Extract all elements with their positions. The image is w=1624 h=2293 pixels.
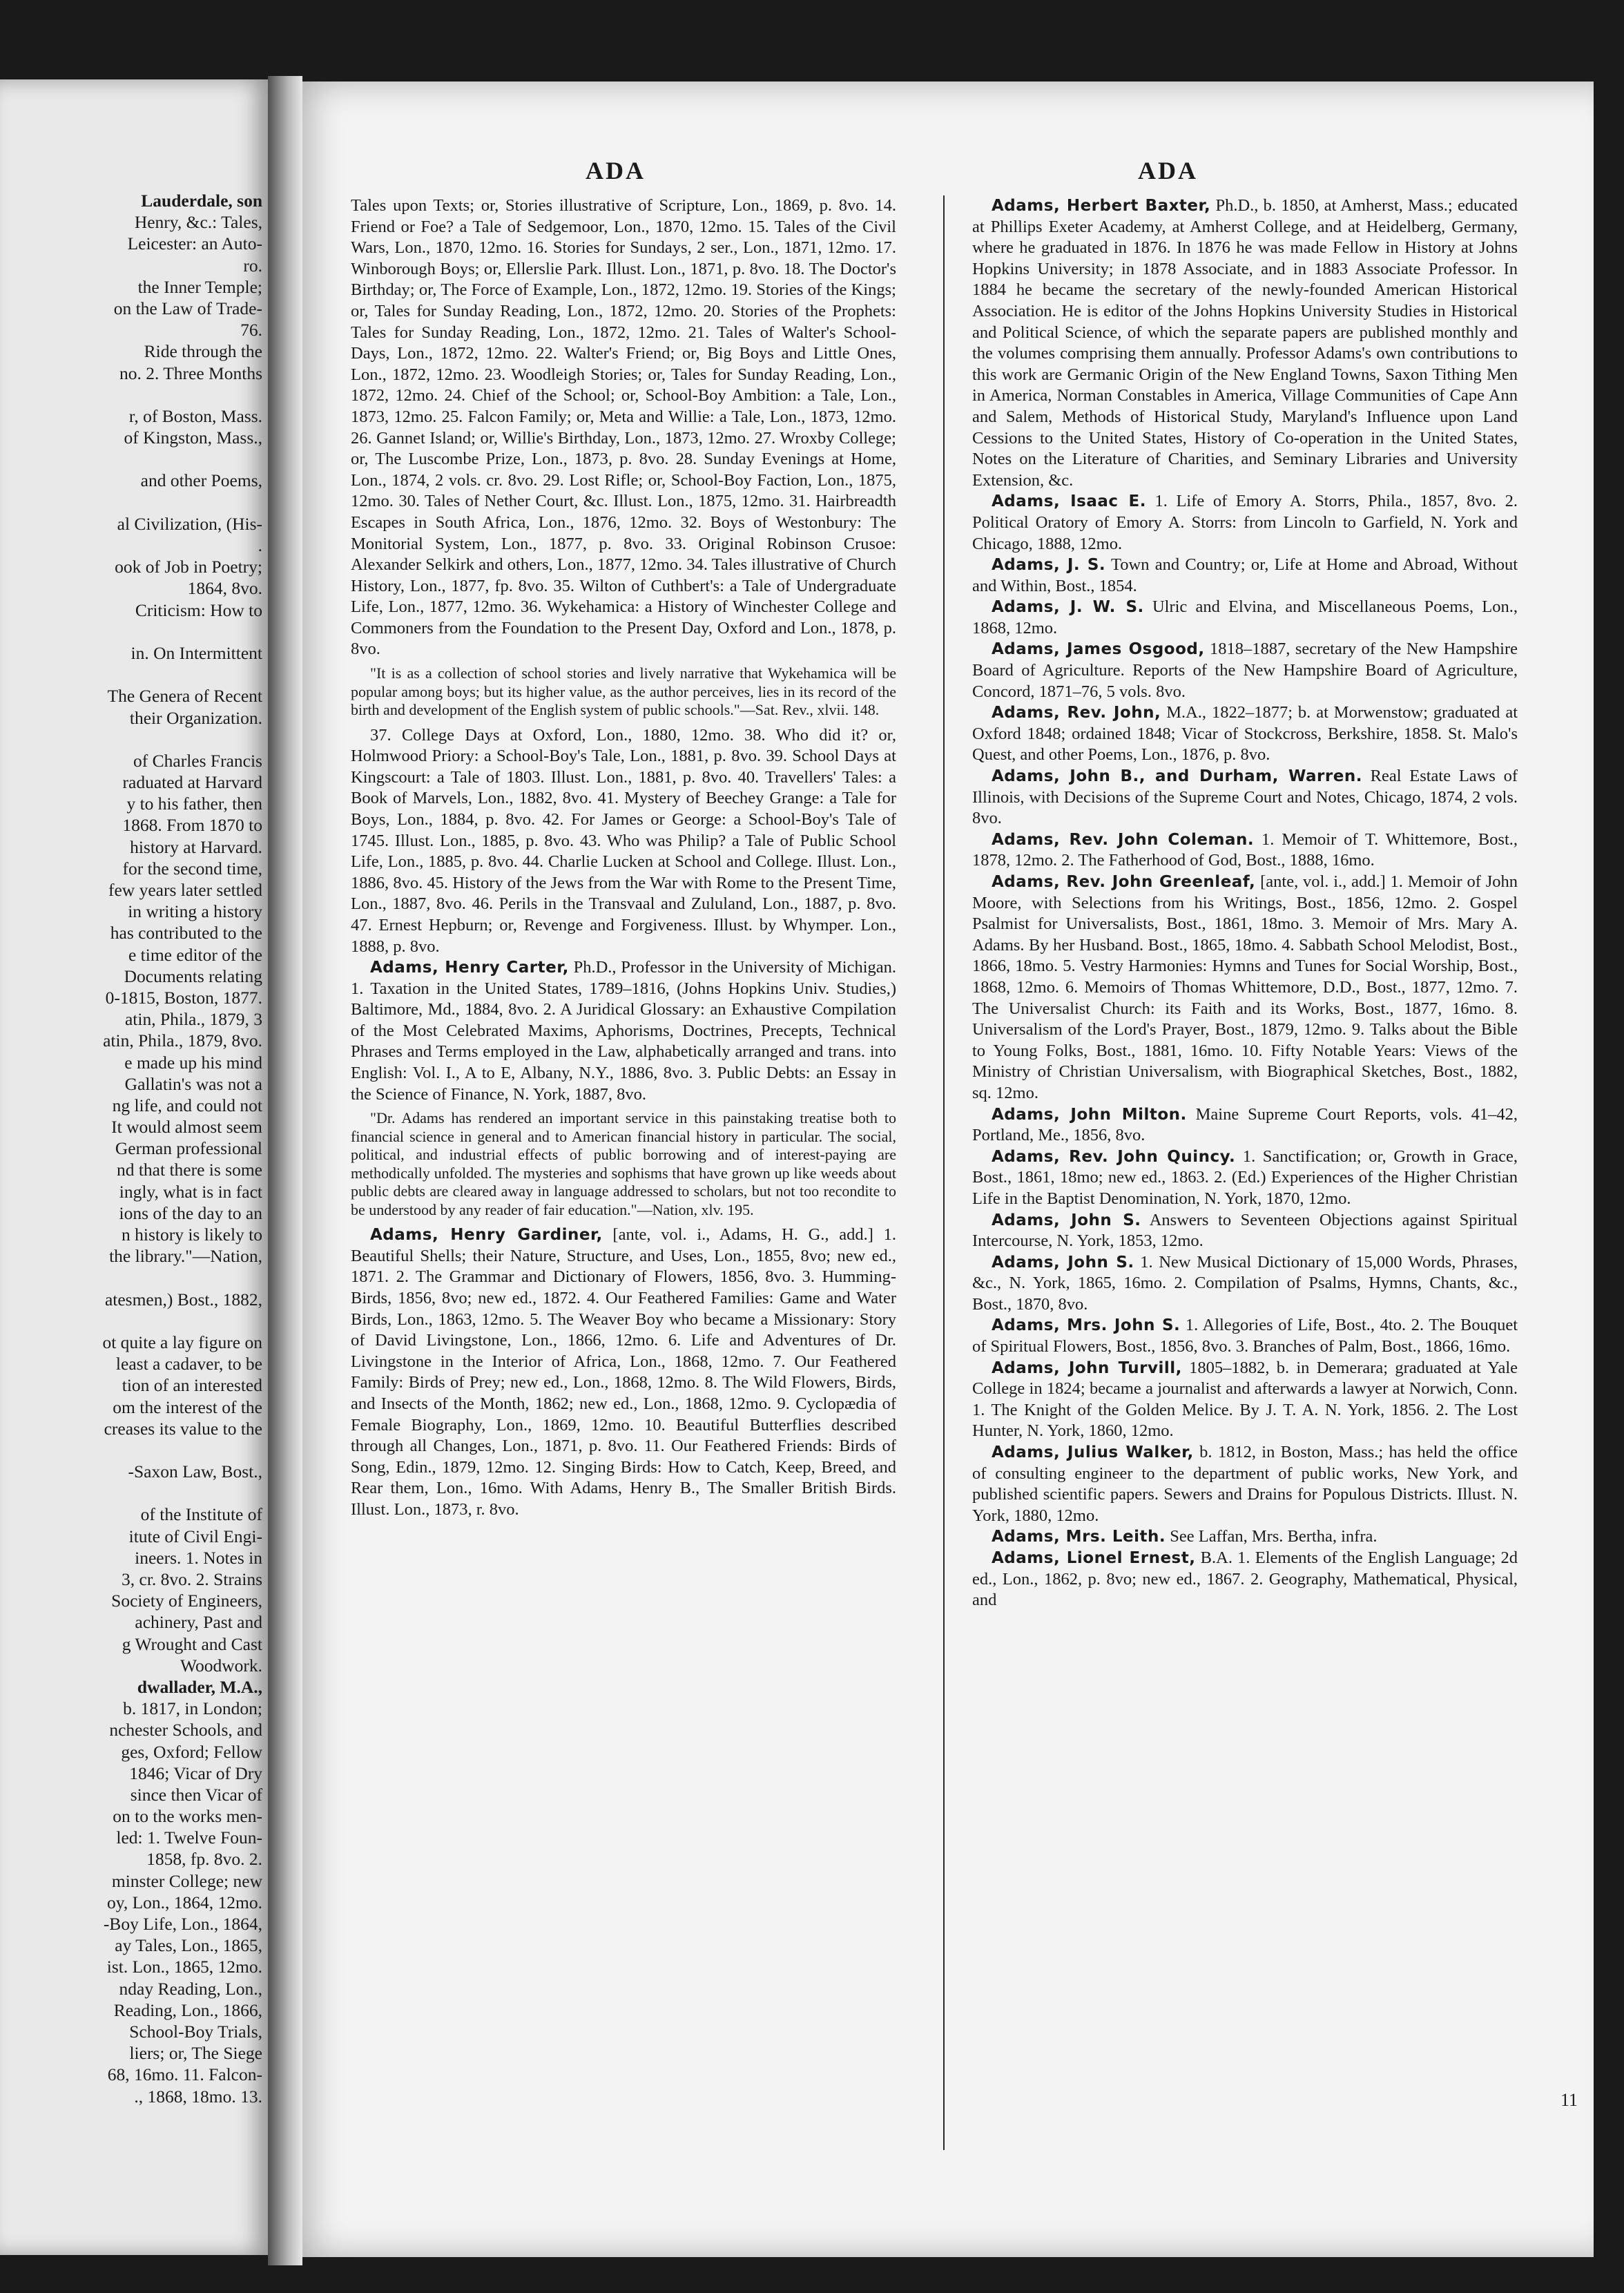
right-column-entry [972, 1548, 1518, 1611]
facing-page-line: Documents relating [124, 966, 262, 986]
entry-heading: Adams, Rev. John Quincy. [992, 1147, 1236, 1166]
left-column-paragraph: 37. College Days at Oxford, Lon., 1880, 12mo. 38. Who did it? or, Holmwood Priory: a School-Boy's Tale, Lon., 1881, p. 8vo. 39. School Days at Kingscourt: a Tale of 1803. Illust. Lon., 1881, p. 8vo. 40. Travellers' Tales: a Book of Marvels, Lon., 1882, 8vo. 41. Mystery of Beechey Grange: a Tale for Boys, Lon., 1884, p. 8vo. 42. For James or George: a School-Boy's Tale of 1745. Illust. Lon., 1885, p. 8vo. 43. Who was Philip? a Tale of Public School Life, Lon., 1885, p. 8vo. 44. Charlie Lucken at School and College. Illust. Lon., 1886, 8vo. 45. History of the Jews from the War with Rome to the Present Time, Lon., 1887, 8vo. 46. Perils in the Transvaal and Zululand, Lon., 1887, p. 8vo. 47. Ernest Hepburn; or, Revenge and Forgiveness. Illust. by Whymper. Lon., 1888, p. 8vo. [351, 725, 896, 956]
facing-page-line: Ride through the [144, 341, 262, 362]
entry-text: M.A., 1822–1877; b. at Morwenstow; graduated at Oxford 1848; ordained 1848; Vicar of Stockcross, Berkshire, 1858. St. Malo's Quest, and other Poems, Lon., 1876, p. 8vo. [972, 703, 1518, 765]
right-column-entry [972, 195, 1518, 491]
entry-text: 1. Allegories of Life, Bost., 4to. 2. The Bouquet of Spiritual Flowers, Bost., 1856, 8vo. 3. Branches of Palm, Bost., 1866, 16mo. [972, 1316, 1518, 1356]
facing-page-line: Reading, Lon., 1866, [113, 1999, 262, 2020]
page-number: 11 [1560, 2090, 1578, 2110]
facing-page-line: the library."—Nation, [109, 1246, 262, 1267]
facing-page-line: g Wrought and Cast [122, 1633, 262, 1654]
entry-text: Answers to Seventeen Objections against Spiritual Intercourse, N. York, 1853, 12mo. [972, 1210, 1518, 1251]
facing-page-line: Woodwork. [180, 1655, 262, 1676]
facing-page-line: 1846; Vicar of Dry [129, 1763, 262, 1783]
entry-heading: Adams, Mrs. Leith. [992, 1528, 1166, 1546]
right-column-entry [972, 1104, 1518, 1146]
facing-page-line: Criticism: How to [135, 599, 262, 620]
facing-page-line: ro. [243, 255, 262, 276]
facing-page-line: School-Boy Trials, [129, 2021, 262, 2042]
entry-heading: Adams, James Osgood, [992, 640, 1205, 659]
facing-page-line: n history is likely to [122, 1225, 262, 1245]
right-column-entry [972, 1358, 1518, 1442]
entry-heading: Adams, Rev. John Coleman. [992, 830, 1255, 849]
entry-text: See Laffan, Mrs. Bertha, infra. [1166, 1527, 1378, 1546]
facing-page-line: and other Poems, [140, 470, 262, 491]
facing-page-line: b. 1817, in London; [123, 1698, 262, 1719]
facing-page-line: ingly, what is in fact [119, 1181, 262, 1202]
facing-page-line: of Charles Francis [133, 750, 262, 771]
right-column-entry [972, 1315, 1518, 1357]
facing-page-line: achinery, Past and [135, 1612, 262, 1633]
entry-heading: Adams, Isaac E. [992, 492, 1146, 511]
entry-heading: Adams, John Turvill, [992, 1359, 1182, 1377]
facing-page-line: 68, 16mo. 11. Falcon- [107, 2064, 262, 2085]
facing-page-line: liers; or, The Siege [129, 2043, 262, 2064]
right-column-entry [972, 766, 1518, 829]
right-column-entry [972, 597, 1518, 639]
facing-page-line: ions of the day to an [119, 1202, 262, 1223]
facing-page-line: led: 1. Twelve Foun- [116, 1827, 262, 1848]
facing-page-line: atesmen,) Bost., 1882, [104, 1289, 262, 1309]
facing-page-line: It would almost seem [111, 1117, 262, 1138]
entry-heading: Adams, Rev. John Greenleaf, [992, 873, 1256, 891]
entry-text: Town and Country; or, Life at Home and Abroad, Without and Within, Bost., 1854. [972, 555, 1518, 595]
facing-page-line: al Civilization, (His- [117, 513, 262, 534]
entry-heading: Adams, John B., and Durham, Warren. [992, 767, 1362, 786]
facing-page-line: e time editor of the [128, 944, 262, 965]
review-quote: "It is as a collection of school stories and lively narrative that Wykehamica will be popular among boys; but its higher value, as the author perceives, lies in its record of the birth and development of the English system of public schools."—Sat. Rev., xlvii. 148. [351, 664, 896, 719]
facing-page-line [0, 1439, 262, 1461]
facing-page-line: Lauderdale, son [141, 191, 262, 211]
entry-heading: Adams, Rev. John, [992, 704, 1161, 722]
facing-page-line: 1868. From 1870 to [122, 815, 262, 836]
entry-heading: Adams, Herbert Baxter, [992, 197, 1211, 215]
facing-page-line: 76. [240, 320, 262, 340]
facing-page-line: r, of Boston, Mass. [128, 405, 262, 426]
entry-text: 1. Sanctification; or, Growth in Grace, Bost., 1861, 18mo; new ed., 1863. 2. (Ed.) Experiences of the Higher Christian Life in the Baptist Denomination, N. York, 1870, 12mo. [972, 1146, 1518, 1208]
facing-page-line: Gallatin's was not a [124, 1073, 262, 1094]
entry-text: Maine Supreme Court Reports, vols. 41–42, Portland, Me., 1856, 8vo. [972, 1104, 1518, 1145]
facing-page-line: The Genera of Recent [107, 686, 262, 707]
document-page [282, 81, 1594, 2257]
facing-page-line: Leicester: an Auto- [127, 233, 262, 254]
facing-page [0, 79, 269, 2255]
facing-page-line: ., 1868, 18mo. 13. [134, 2086, 262, 2107]
right-column-entry [972, 1146, 1518, 1210]
running-header-right: ADA [1138, 157, 1198, 184]
facing-page-line: ng life, and could not [112, 1095, 262, 1115]
entry-heading: Adams, John S. [992, 1253, 1134, 1272]
facing-page-line [0, 1310, 262, 1332]
right-column-entry [972, 1210, 1518, 1252]
entry-text: b. 1812, in Boston, Mass.; has held the office of consulting engineer to the department of public works, New York, and published scientific papers. Sewers and Drains for Populous Districts. Illust. N. York, 1880, 12mo. [972, 1443, 1518, 1525]
entry-heading: Adams, John S. [992, 1211, 1141, 1229]
right-column-entry [972, 639, 1518, 702]
facing-page-line: German professional [115, 1138, 262, 1159]
entry-heading: Adams, Mrs. John S. [992, 1316, 1181, 1335]
facing-page-line [0, 621, 262, 642]
facing-page-line: ineers. 1. Notes in [135, 1547, 262, 1568]
facing-page-line: of Kingston, Mass., [124, 428, 262, 448]
entry-heading: Adams, Henry Carter, [370, 959, 569, 977]
facing-page-line: e made up his mind [124, 1052, 262, 1073]
facing-page-line: oy, Lon., 1864, 12mo. [106, 1892, 262, 1912]
entry-text: Ph.D., Professor in the University of Michigan. 1. Taxation in the United States, 1789–1816, (Johns Hopkins Univ. Studies,) Baltimore, Md., 1884, 8vo. 2. A Juridical Glossary: an Exhaustive Compilation of the Most Celebrated Maxims, Aphorisms, Doctrines, Precepts, Technical Phrases and Terms employed in the Law, alphabetically arranged and trans. into English: Vol. I., A to E, Albany, N.Y., 1886, 8vo. 3. Public Debts: an Essay in the Science of Finance, N. York, 1887, 8vo. [351, 958, 896, 1104]
facing-page-line [0, 448, 262, 470]
facing-page-line: since then Vicar of [130, 1784, 262, 1805]
facing-page-line: Henry, &c.: Tales, [134, 212, 262, 233]
facing-page-line: few years later settled [108, 880, 262, 900]
entry-heading: Adams, Julius Walker, [992, 1443, 1194, 1462]
entry-text: Real Estate Laws of Illinois, with Decisions of the Supreme Court and Notes, Chicago, 1874, 2 vols. 8vo. [972, 767, 1518, 828]
column-rule [943, 195, 945, 2150]
facing-page-line [0, 664, 262, 685]
entry-heading: Adams, J. S. [992, 556, 1106, 575]
left-column-entry [351, 1225, 896, 1520]
facing-page-line: om the interest of the [113, 1397, 262, 1417]
entry-text: 1818–1887, secretary of the New Hampshire Board of Agriculture. Reports of the New Hampshire Board of Agriculture, Concord, 1871–76, 5 vols. 8vo. [972, 640, 1518, 701]
facing-page-line: ay Tales, Lon., 1865, [115, 1935, 262, 1956]
book-gutter [268, 76, 302, 2265]
facing-page-line [0, 1482, 262, 1504]
facing-page-line: 1858, fp. 8vo. 2. [146, 1849, 262, 1870]
right-column-entry [972, 555, 1518, 597]
facing-page-line: in writing a history [128, 901, 262, 922]
facing-page-line: nday Reading, Lon., [119, 1978, 262, 1999]
facing-page-line: has contributed to the [110, 923, 262, 943]
facing-page-line [0, 1267, 262, 1288]
facing-page-line: history at Harvard. [130, 836, 262, 857]
facing-page-line: 3, cr. 8vo. 2. Strains [122, 1569, 262, 1589]
text-column-left [351, 195, 896, 1521]
facing-page-line: minster College; new [111, 1870, 262, 1891]
facing-page-line: 1864, 8vo. [187, 578, 262, 599]
facing-page-line: 0-1815, Boston, 1877. [105, 987, 262, 1008]
entry-heading: Adams, J. W. S. [992, 598, 1144, 617]
facing-page-line: creases its value to the [104, 1418, 262, 1439]
facing-page-line: least a cadaver, to be [115, 1354, 262, 1374]
entry-text: [ante, vol. i., add.] 1. Memoir of John Moore, with Selections from his Writings, Bost., 1856, 12mo. 2. Gospel Psalmist for Universalists, Bost., 1861, 18mo. 3. Memoir of Mrs. Mary A. Adams. By her Husband. Bost., 1865, 18mo. 4. Sabbath School Melodist, Bost., 1866, 18mo. 5. Vestry Harmonies: Hymns and Tunes for Social Worship, Bost., 1868, 12mo. 6. Memoirs of Thomas Whittemore, D.D., Bost., 1877, 12mo. 7. The Universalist Church: its Faith and its Works, Bost., 1877, 16mo. 8. Universalism of the Lord's Prayer, Bost., 1879, 12mo. 9. Talks about the Bible to Young Folks, Bost., 1881, 16mo. 10. Fifty Notable Years: Views of the Ministry of Christian Universalism, with Biographical Sketches, Bost., 1882, sq. 12mo. [972, 872, 1518, 1102]
right-column-entry [972, 702, 1518, 766]
facing-page-line: nd that there is some [116, 1160, 262, 1180]
facing-page-line: of the Institute of [140, 1504, 262, 1525]
facing-page-line: their Organization. [129, 707, 262, 728]
facing-page-line: the Inner Temple; [137, 276, 262, 297]
facing-page-line: for the second time, [122, 858, 262, 879]
right-column-entry [972, 829, 1518, 872]
facing-page-line: ist. Lon., 1865, 12mo. [106, 1957, 262, 1977]
facing-page-line: in. On Intermittent [130, 642, 262, 663]
facing-page-line: ot quite a lay figure on [102, 1332, 262, 1352]
text-column-right [972, 195, 1518, 1611]
review-quote: "Dr. Adams has rendered an important service in this painstaking treatise both to financial science in general and to American financial history in particular. The social, political, and industrial effects of public borrowing and of interest-paying are methodically unfolded. The mysteries and sophisms that have grown up like weeds about public debts are cleared away in language addressed to scholars, but not too recondite to be understood by any reader of fair education."—Nation, xlv. 195. [351, 1109, 896, 1218]
facing-page-line [0, 492, 262, 513]
left-column-paragraph: Tales upon Texts; or, Stories illustrative of Scripture, Lon., 1869, p. 8vo. 14. Friend or Foe? a Tale of Sedgemoor, Lon., 1870, 12mo. 15. Tales of the Civil Wars, Lon., 1870, 12mo. 16. Stories for Sundays, 2 ser., Lon., 1871, 12mo. 17. Winborough Boys; or, Ellerslie Park. Illust. Lon., 1871, p. 8vo. 18. The Doctor's Birthday; or, The Force of Example, Lon., 1872, 12mo. 19. Stories of the Kings; or, Tales for Sunday Reading, Lon., 1872, 12mo. 20. Stories of the Prophets: Tales for Sunday Reading, Lon., 1872, 12mo. 21. Tales of Walter's School-Days, Lon., 1872, 12mo. 22. Walter's Friend; or, Big Boys and Little Ones, Lon., 1872, 12mo. 23. Woodleigh Stories; or, Tales for Sunday Reading, Lon., 1872, 12mo. 24. Chief of the School; or, School-Boy Ambition: a Tale, Lon., 1873, 12mo. 25. Falcon Family; or, Meta and Willie: a Tale, Lon., 1873, 12mo. 26. Gannet Island; or, Willie's Birthday, Lon., 1873, 12mo. 27. Wroxby College; or, The Luscombe Prize, Lon., 1873, p. 8vo. 28. Sunday Evenings at Home, Lon., 1874, 2 vols. cr. 8vo. 29. Lost Rifle; or, School-Boy Faction, Lon., 1875, 12mo. 30. Tales of Nether Court, &c. Illust. Lon., 1875, 12mo. 31. Hairbreadth Escapes in South Africa, Lon., 1876, 12mo. 32. Boys of Westonbury: The Monitorial System, Lon., 1877, p. 8vo. 33. Original Robinson Crusoe: Alexander Selkirk and others, Lon., 1877, 12mo. 34. Tales illustrative of Church History, Lon., 1877, fp. 8vo. 35. Wilton of Cuthbert's: a Tale of Undergraduate Life, Lon., 1877, 12mo. 36. Wykehamica: a History of Winchester College and Commoners from the Foundation to the Present Day, Oxford and Lon., 1878, p. 8vo. [351, 196, 896, 659]
entry-text: 1. Life of Emory A. Storrs, Phila., 1857, 8vo. 2. Political Oratory of Emory A. Storrs: from Lincoln to Garfield, N. York and Chicago, 1888, 12mo. [972, 492, 1518, 553]
facing-page-line: Society of Engineers, [111, 1591, 262, 1611]
entry-text: Ulric and Elvina, and Miscellaneous Poems, Lon., 1868, 12mo. [972, 597, 1518, 637]
entry-heading: Adams, Henry Gardiner, [370, 1226, 603, 1245]
right-column-entry [972, 1252, 1518, 1316]
entry-text: [ante, vol. i., Adams, H. G., add.] 1. Beautiful Shells; their Nature, Structure, and Uses, Lon., 1855, 8vo; new ed., 1871. 2. The Grammar and Dictionary of Flowers, 1856, 8vo. 3. Humming-Birds, 1856, 8vo; new ed., 1872. 4. Our Feathered Families: Game and Water Birds, Lon., 1863, 12mo. 5. The Weaver Boy who became a Missionary: Story of David Livingstone, Lon., 1866, 12mo. 6. Life and Adventures of Dr. Livingstone in the Interior of Africa, Lon., 1868, 12mo. 7. Our Feathered Family: Birds of Prey; new ed., Lon., 1868, 12mo. 8. The Wild Flowers, Birds, and Insects of the Month, 1862; new ed., Lon., 1868, 12mo. 9. Cyclopædia of Female Biography, Lon., 1869, 12mo. 10. Beautiful Butterflies described through all Changes, Lon., 1871, p. 8vo. 11. Our Feathered Friends: Birds of Song, Edin., 1879, 12mo. 12. Singing Birds: How to Catch, Keep, Breed, and Rear them, Lon., 16mo. With Adams, Henry B., The Smaller British Birds. Illust. Lon., 1873, r. 8vo. [351, 1225, 896, 1519]
facing-page-line: tion of an interested [122, 1375, 262, 1396]
entry-text: B.A. 1. Elements of the English Language; 2d ed., Lon., 1862, p. 8vo; new ed., 1867. 2. Geography, Mathematical, Physical, and [972, 1548, 1518, 1610]
facing-page-line: on to the works men- [113, 1806, 262, 1827]
left-column-entry [351, 957, 896, 1105]
entry-heading: Adams, Lionel Ernest, [992, 1549, 1196, 1567]
facing-page-line [0, 729, 262, 750]
entry-text: 1. New Musical Dictionary of 15,000 Words, Phrases, &c., N. York, 1865, 16mo. 2. Compilation of Psalms, Hymns, Chants, &c., Bost., 1870, 8vo. [972, 1252, 1518, 1314]
entry-text: Ph.D., b. 1850, at Amherst, Mass.; educated at Phillips Exeter Academy, at Amherst College, and at Heidelberg, Germany, where he graduated in 1876. In 1876 he was made Fellow in History at Johns Hopkins University; in 1878 Associate, and in 1883 Associate Professor. In 1884 he became the secretary of the newly-founded American Historical Association. He is editor of the Johns Hopkins University Studies in Historical and Political Science, of which the separate papers are published monthly and the volumes comprising them annually. Professor Adams's own contributions to this work are Germanic Origin of the New England Towns, Saxon Tithing Men in America, Norman Constables in America, Village Communities of Cape Ann and Salem, Methods of Historical Study, Maryland's Influence upon Land Cessions to the United States, History of Co-operation in the United States, Notes on the Literature of Charities, and Seminary Libraries and University Extension, &c. [972, 196, 1518, 490]
facing-page-line: no. 2. Three Months [119, 363, 262, 383]
facing-page-line: -Saxon Law, Bost., [128, 1461, 262, 1482]
facing-page-line: raduated at Harvard [122, 772, 262, 793]
entry-heading: Adams, John Milton. [992, 1105, 1187, 1124]
facing-page-line: ges, Oxford; Fellow [121, 1741, 262, 1762]
facing-page-line: -Boy Life, Lon., 1864, [103, 1914, 262, 1934]
entry-text: 1805–1882, b. in Demerara; graduated at Yale College in 1824; became a journalist and afterwards a lawyer at Norwich, Conn. 1. The Knight of the Golden Melice. By J. T. A. N. York, 1856. 2. The Lost Hunter, N. York, 1860, 12mo. [972, 1358, 1518, 1441]
facing-page-line: . [258, 535, 262, 555]
facing-page-line: itute of Civil Engi- [128, 1526, 262, 1546]
facing-page-line: dwallader, M.A., [137, 1676, 262, 1697]
facing-page-line [0, 384, 262, 405]
right-column-entry [972, 1526, 1518, 1548]
facing-page-line: nchester Schools, and [109, 1720, 262, 1740]
facing-page-line: atin, Phila., 1879, 8vo. [103, 1030, 262, 1051]
facing-page-line: y to his father, then [126, 794, 262, 814]
right-column-entry [972, 1442, 1518, 1526]
running-header-left: ADA [586, 157, 646, 184]
entry-text: 1. Memoir of T. Whittemore, Bost., 1878, 12mo. 2. The Fatherhood of God, Bost., 1888, 16mo. [972, 829, 1518, 870]
facing-page-line: ook of Job in Poetry; [115, 557, 262, 577]
facing-page-text [0, 190, 262, 2107]
right-column-entry [972, 872, 1518, 1104]
right-column-entry [972, 491, 1518, 555]
facing-page-line: atin, Phila., 1879, 3 [124, 1009, 262, 1030]
facing-page-line: on the Law of Trade- [113, 298, 262, 318]
